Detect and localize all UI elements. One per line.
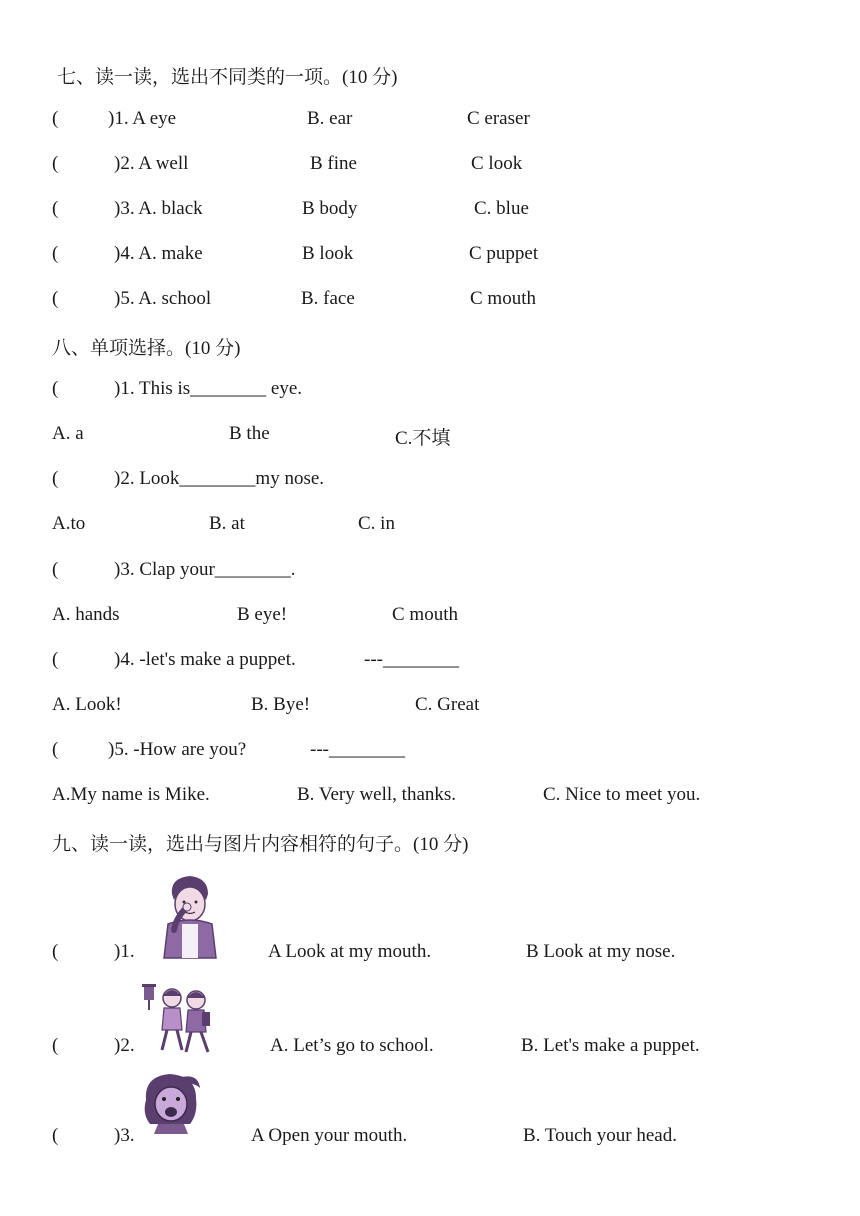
section7-q3-bracket: ( — [52, 198, 59, 219]
section8-q3-option-a: A. hands — [52, 604, 120, 625]
section9-q3-option-b: B. Touch your head. — [523, 1125, 677, 1146]
section8-q5-option-c: C. Nice to meet you. — [543, 784, 701, 805]
section7-title: 七、读一读，选出不同类的一项。(10 分) — [57, 67, 398, 88]
section9-q1-bracket: ( — [52, 941, 59, 962]
section8-q1-option-b: B the — [229, 423, 270, 444]
section7-q5-bracket: ( — [52, 288, 59, 309]
section8-q5-question: )5. -How are you? — [108, 739, 247, 760]
section8-q4-option-c: C. Great — [415, 694, 480, 715]
section8-q3-option-c: C mouth — [392, 604, 458, 625]
section7-q5-option-a: )5. A. school — [114, 288, 212, 309]
section9-q1-number: )1. — [114, 941, 135, 962]
section7-q5-option-b: B. face — [301, 288, 355, 309]
section7-q3-option-a: )3. A. black — [114, 198, 203, 219]
section8-q2-option-a: A.to — [52, 513, 86, 534]
section8-q5-option-b: B. Very well, thanks. — [297, 784, 457, 805]
section7-q1-option-a: )1. A eye — [108, 108, 177, 129]
girl-open-mouth-picture — [138, 1070, 204, 1134]
section8-q3-option-b: B eye! — [237, 604, 288, 625]
section7-q3-option-c: C. blue — [474, 198, 529, 219]
section8-q5-option-a: A.My name is Mike. — [52, 784, 210, 805]
section8-q5-bracket: ( — [52, 739, 59, 760]
section9-q2-option-b: B. Let's make a puppet. — [521, 1035, 700, 1056]
section8-q2-question: )2. Look________my nose. — [114, 468, 325, 489]
section7-q4-option-a: )4. A. make — [114, 243, 203, 264]
section7-q4-option-c: C puppet — [469, 243, 539, 264]
section8-q1-bracket: ( — [52, 378, 59, 399]
section8-q1-option-c: C.不填 — [395, 428, 451, 449]
section8-q2-option-b: B. at — [209, 513, 245, 534]
section8-title: 八、单项选择。(10 分) — [52, 338, 241, 359]
section9-q3-bracket: ( — [52, 1125, 59, 1146]
section9-title: 九、读一读，选出与图片内容相符的句子。(10 分) — [52, 834, 469, 855]
section9-q2-bracket: ( — [52, 1035, 59, 1056]
section8-q3-bracket: ( — [52, 559, 59, 580]
section9-q1-option-a: A Look at my mouth. — [268, 941, 432, 962]
section9-q3-number: )3. — [114, 1125, 135, 1146]
section8-q1-question: )1. This is________ eye. — [114, 378, 303, 399]
section8-q1-option-a: A. a — [52, 423, 84, 444]
section7-q1-bracket: ( — [52, 108, 59, 129]
section7-q2-option-a: )2. A well — [114, 153, 189, 174]
section8-q2-option-c: C. in — [358, 513, 395, 534]
section7-q2-option-b: B fine — [310, 153, 357, 174]
section7-q1-option-c: C eraser — [467, 108, 530, 129]
section7-q3-option-b: B body — [302, 198, 358, 219]
section8-q4-option-a: A. Look! — [52, 694, 122, 715]
section8-q4-question: )4. -let's make a puppet. — [114, 649, 296, 670]
section7-q2-option-c: C look — [471, 153, 523, 174]
section7-q5-option-c: C mouth — [470, 288, 536, 309]
boy-touching-nose-picture — [150, 872, 230, 960]
section9-q2-option-a: A. Let’s go to school. — [270, 1035, 434, 1056]
children-walking-to-school-picture — [138, 980, 218, 1056]
section9-q2-number: )2. — [114, 1035, 135, 1056]
section8-q5-answer-blank: ---________ — [310, 739, 405, 760]
section7-q4-bracket: ( — [52, 243, 59, 264]
section8-q2-bracket: ( — [52, 468, 59, 489]
section8-q3-question: )3. Clap your________. — [114, 559, 296, 580]
section9-q3-option-a: A Open your mouth. — [251, 1125, 408, 1146]
section9-q1-option-b: B Look at my nose. — [526, 941, 676, 962]
section8-q4-answer-blank: ---________ — [364, 649, 459, 670]
section7-q2-bracket: ( — [52, 153, 59, 174]
section8-q4-option-b: B. Bye! — [251, 694, 311, 715]
section7-q4-option-b: B look — [302, 243, 354, 264]
section8-q4-bracket: ( — [52, 649, 59, 670]
section7-q1-option-b: B. ear — [307, 108, 353, 129]
